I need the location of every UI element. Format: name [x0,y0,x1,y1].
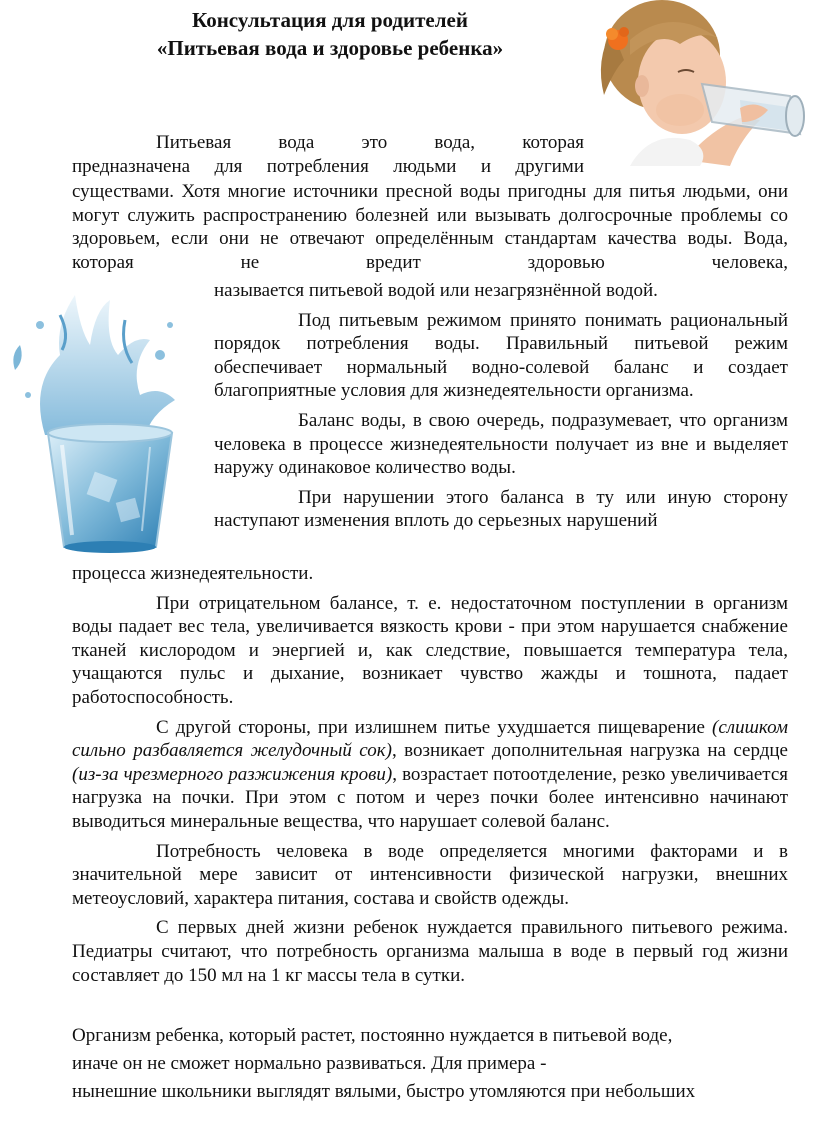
paragraph-6-text-c: , возрастает потоотделение, резко увеличивается нагрузка на почки. При этом с потом и через почки более интенсивно начинают выводиться минеральные вещества, что нарушает солевой баланс. [72,763,788,832]
paragraph-9-line-1: Организм ребенка, который растет, постоянно нуждается в питьевой воде, [72,1025,673,1046]
paragraph-1-body [72,180,788,274]
glass-side-column [214,279,788,533]
paragraph-3: Баланс воды, в свою очередь, подразумевает, что организм человека в процессе жизнедеятельности получает из вне и выделяет наружу одинаковое количество воды. [214,409,788,479]
paragraph-6-text-b: , возникает дополнительная нагрузка на сердце [392,740,788,762]
paragraph-7: Потребность человека в воде определяется многими факторами и в значительной мере зависит от интенсивности физической нагрузки, внешних метеоусловий, характера питания, состава и свойств одежды. [72,840,788,909]
paragraph-1-intro [72,131,584,178]
paragraph-6-italic-2: (из-за чрезмерного разжижения крови) [72,763,393,785]
paragraph-1-line-1: Питьевая вода это вода, которая [156,132,584,153]
paragraph-9 [72,1022,792,1106]
paragraph-1-end: называется питьевой водой или незагрязнённой водой. [214,280,658,301]
paragraph-6 [72,716,788,834]
paragraph-6-italic-1: (слишком сильно разбавляется желудочный сок) [72,716,788,762]
paragraph-4: При нарушении этого баланса в ту или иную сторону наступают изменения вплоть до серьезных нарушений [214,486,788,532]
paragraph-1-rest: существами. Хотя многие источники пресной воды пригодны для питья людьми, они могут служить распространению болезней или вызывать долгосрочные проблемы со здоровьем, если они не отвечают определённым стандартам качества воды. Вода, которая не вредит здоровью человека, [72,181,788,273]
child-drinking-water-photo [590,0,816,166]
paragraph-8: С первых дней жизни ребенок нуждается правильного питьевого режима. Педиатры считают, что потребность организма малыша в воде в первый год жизни составляет до 150 мл на 1 кг массы тела в сутки. [72,917,788,986]
paragraph-1-line-2: предназначена для потребления людьми и другими [72,155,584,177]
water-glass-illustration [0,285,190,555]
paragraph-4-end: процесса жизнедеятельности. [72,563,314,584]
paragraph-2: Под питьевым режимом принято понимать рациональный порядок потребления воды. Правильный питьевой режим обеспечивает нормальный водно-солевой баланс и создает благоприятные условия для жизнедеятельности организма. [214,309,788,402]
document-title [60,6,600,62]
paragraph-6-text-a: С другой стороны, при излишнем питье ухудшается пищеварение [156,716,713,738]
title-line-2: «Питьевая вода и здоровье ребенка» [156,36,504,60]
title-line-1: Консультация для родителей [192,8,468,32]
paragraph-9-line-2: иначе он не сможет нормально развиваться. Для примера - [72,1053,547,1074]
paragraph-9-line-3: нынешние школьники выглядят вялыми, быстро утомляются при небольших [72,1081,696,1102]
paragraph-5: При отрицательном балансе, т. е. недостаточном поступлении в организм воды падает вес тела, увеличивается вязкость крови - при этом нарушается снабжение тканей кислородом и энергией и, как следствие, повышается температура тела, учащаются пульс и дыхание, возникает чувство жажды и тошнота, падает работоспособность. [72,592,788,708]
main-body [72,562,788,987]
